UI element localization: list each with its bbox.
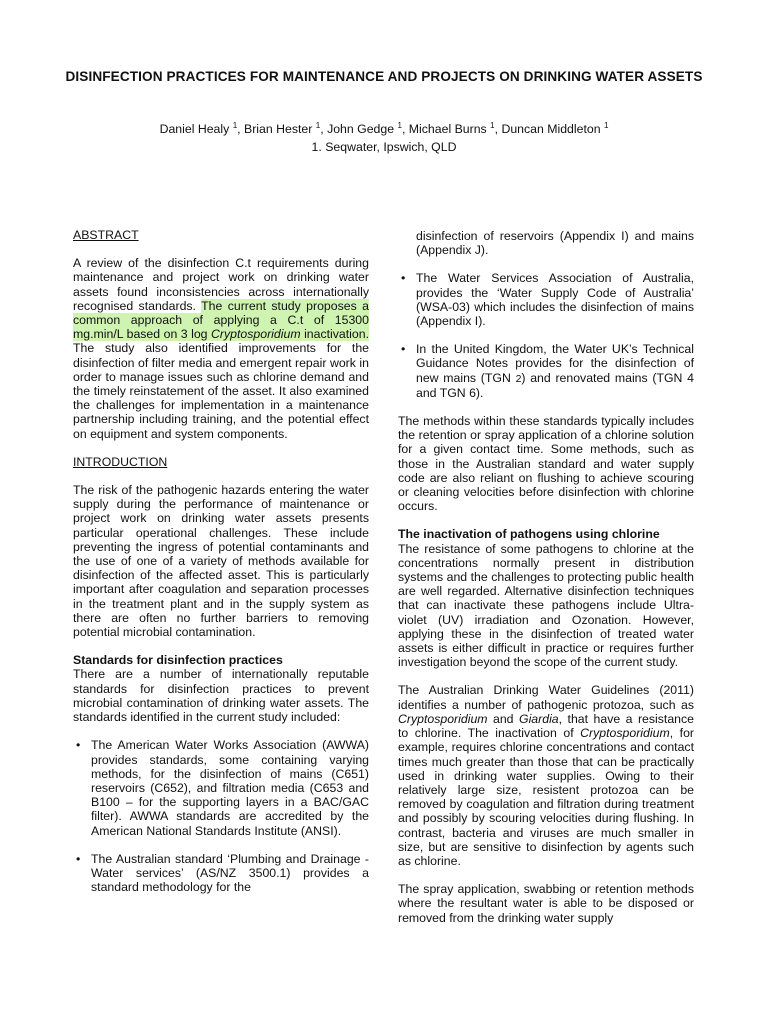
highlight-text: The current study proposes a common approach of applying a C.t of 15300 mg.min/L based on 3 log (73, 298, 369, 342)
inactivation-heading: The inactivation of pathogens using chlorine (398, 527, 660, 542)
list-item (73, 852, 369, 895)
abstract-text-continued: The study also identified improvements for the disinfection of filter media and emergent repair work in order to manage issues such as chlorine demand and the timely reinstatement of the asset. It also examined the challenges for implementation in a maintenance partnership including training, and the potential effect on equipment and system components. (73, 341, 369, 441)
bullet-icon: • (401, 271, 406, 286)
affiliation-marker: 1 (232, 121, 238, 130)
paragraph-text: , for example, requires chlorine concentrations and contact times much greater than those that can be practically used in drinking water supplies. Owing to their relatively large size, resistent protozoa can be removed by coagulation and filtration during treatment and possibly by scouring velocities during flushing. In contrast, bacteria and viruses are much smaller in size, but are sensitive to disinfection by agents such as chlorine. (398, 726, 695, 868)
abstract-paragraph (73, 256, 369, 441)
italic-term: Cryptosporidium (211, 327, 301, 342)
list-item-text-end: ) and renovated mains (TGN 4 and TGN 6). (416, 370, 694, 400)
italic-term: Cryptosporidium (398, 711, 488, 726)
list-item-text: In the United Kingdom, the Water UK’s Technical Guidance Notes provides for the disinfection of new mains (TGN (416, 342, 694, 385)
left-column (73, 228, 369, 908)
list-item (73, 738, 369, 837)
author-name: John Gedge (327, 122, 395, 136)
standards-heading: Standards for disinfection practices (73, 653, 283, 668)
author-name: Duncan Middleton (501, 122, 601, 136)
italic-term: Giardia (519, 711, 559, 726)
bullet-icon: • (401, 342, 406, 357)
author-name: Michael Burns (408, 122, 487, 136)
standards-paragraph: There are a number of internationally reputable standards for disinfection practices to prevent microbial contamination of drinking water assets. The standards identified in the current study included: (73, 667, 369, 725)
list-item (398, 342, 694, 400)
list-item-text: The Australian standard ‘Plumbing and Drainage - Water services’ (AS/NZ 3500.1) provides a standard methodology for the (91, 851, 369, 895)
author-name: Brian Hester (244, 122, 313, 136)
highlight-text-end: inactivation. (304, 327, 369, 342)
bullet-icon: • (76, 851, 81, 866)
spray-paragraph: The spray application, swabbing or retention methods where the resultant water is able to be disposed or removed from the drinking water supply (398, 882, 694, 925)
introduction-paragraph: The risk of the pathogenic hazards entering the water supply during the performance of maintenance or project work on drinking water assets presents particular operational challenges. These include preventing the ingress of potential contaminants and the use of one of a variety of methods available for disinfection of the affected asset. This is particularly important after coagulation and separation processes in the treatment plant and in the supply system as there are often no further barriers to removing potential microbial contamination. (73, 483, 369, 640)
right-column (398, 229, 694, 939)
author-list: Daniel Healy $^1$, Brian Hester $^1$, John Gedge $^1$, Michael Burns $^1$, Duncan Middleton $^1$ (159, 121, 609, 136)
affiliation: 1. Seqwater, Ipswich, QLD (311, 140, 457, 154)
guidelines-paragraph (398, 683, 694, 868)
introduction-heading: INTRODUCTION (73, 454, 168, 469)
paper-title: DISINFECTION PRACTICES FOR MAINTENANCE AND PROJECTS ON DRINKING WATER ASSETS (65, 69, 703, 84)
author-name: Daniel Healy (159, 122, 230, 136)
affiliation-marker: 1 (603, 121, 609, 130)
inactivation-paragraph: The resistance of some pathogens to chlorine at the concentrations normally present in distribution systems and the challenges to protecting public health are well regarded. Alternative disinfection techniques that can inactivate these pathogens include Ultra-violet (UV) irradiation and Ozonation. However, applying these in the disinfection of treated water assets is either difficult in practice or requires further investigation beyond the scope of the current study. (398, 541, 694, 670)
list-item-text: The Water Services Association of Australia, provides the ‘Water Supply Code of Australia’ (WSA-03) which includes the disinfection of mains (Appendix I). (416, 271, 694, 329)
abstract-heading: ABSTRACT (73, 228, 139, 242)
affiliation-marker: 1 (490, 121, 495, 130)
standards-list (73, 738, 369, 894)
standards-list-continued (398, 271, 694, 400)
list-item-number: 2 (515, 372, 522, 385)
list-item-continued: disinfection of reservoirs (Appendix I) and mains (Appendix J). (416, 229, 694, 258)
list-item (398, 271, 694, 328)
list-item-text: The American Water Works Association (AWWA) provides standards, some containing varying methods, for the disinfection of mains (C651) reservoirs (C652), and filtration media (C653 and B100 – for the supporting layers in a BAC/GAC filter). AWWA standards are accredited by the American National Standards Institute (ANSI). (91, 738, 369, 838)
italic-term: Cryptosporidium (580, 726, 670, 741)
paragraph-text: and (493, 711, 514, 726)
bullet-icon: • (76, 738, 81, 753)
abstract-text: A review of the disinfection C.t requirements during maintenance and project work on drinking water assets found inconsistencies across internationally recognised standards. (73, 256, 369, 313)
affiliation-marker: 1 (315, 121, 321, 130)
paragraph-text: The Australian Drinking Water Guidelines (2011) identifies a number of pathogenic protozoa, such as (398, 683, 694, 712)
paragraph-text: , that have a resistance to chlorine. The inactivation of (398, 711, 694, 741)
affiliation-marker: 1 (397, 121, 402, 130)
methods-paragraph: The methods within these standards typically includes the retention or spray application of a chlorine solution for a given contact time. Some methods, such as those in the Australian standard and water supply code are also reliant on flushing to achieve scouring or cleaning velocities before disinfection with chlorine occurs. (398, 414, 694, 514)
